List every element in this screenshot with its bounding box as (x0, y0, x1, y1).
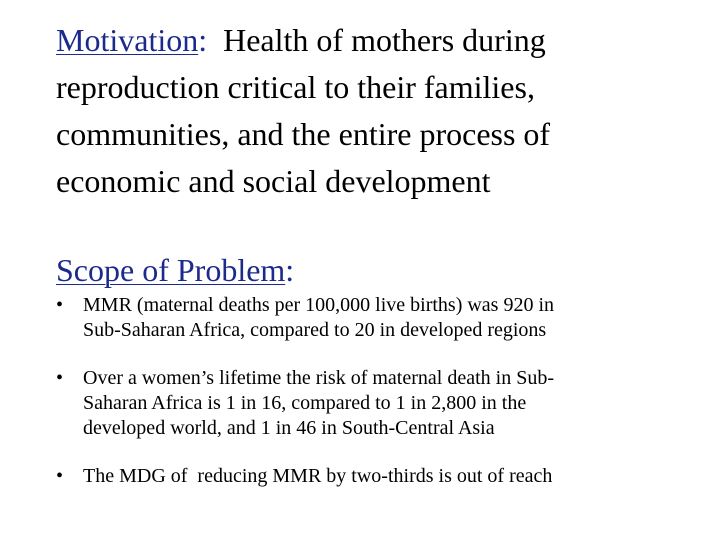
bullet-item-mmr (56, 293, 706, 343)
motivation-line-3: communities, and the entire process of (56, 116, 551, 152)
motivation-colon: : (198, 22, 208, 58)
bullet-item-lifetime-risk (56, 366, 706, 441)
scope-heading: Scope of Problem (56, 252, 286, 288)
bullet-line: developed world, and 1 in 46 in South-Central Asia (83, 417, 495, 439)
bullet-list (56, 293, 706, 489)
bullet-item-mdg (56, 464, 706, 489)
motivation-line-1 (56, 17, 706, 64)
bullet-line: MMR (maternal deaths per 100,000 live births) was 920 in (83, 294, 555, 316)
bullet-line: The MDG of reducing MMR by two-thirds is out of reach (83, 465, 553, 487)
motivation-line-2: reproduction critical to their families, (56, 69, 535, 105)
bullet-line: Over a women’s lifetime the risk of maternal death in Sub- (83, 367, 554, 389)
motivation-heading: Motivation (56, 22, 199, 58)
scope-heading-line (56, 248, 294, 292)
motivation-line-4: economic and social development (56, 163, 491, 199)
bullet-line: Sub-Saharan Africa, compared to 20 in developed regions (83, 319, 547, 341)
bullet-line: Saharan Africa is 1 in 16, compared to 1 in 2,800 in the (83, 392, 527, 414)
scope-colon: : (285, 252, 295, 288)
motivation-text-1: Health of mothers during (207, 22, 546, 58)
bullet-icon: • (56, 294, 64, 316)
motivation-paragraph (56, 17, 706, 205)
bullet-icon: • (56, 367, 64, 389)
bullet-icon: • (56, 465, 64, 487)
